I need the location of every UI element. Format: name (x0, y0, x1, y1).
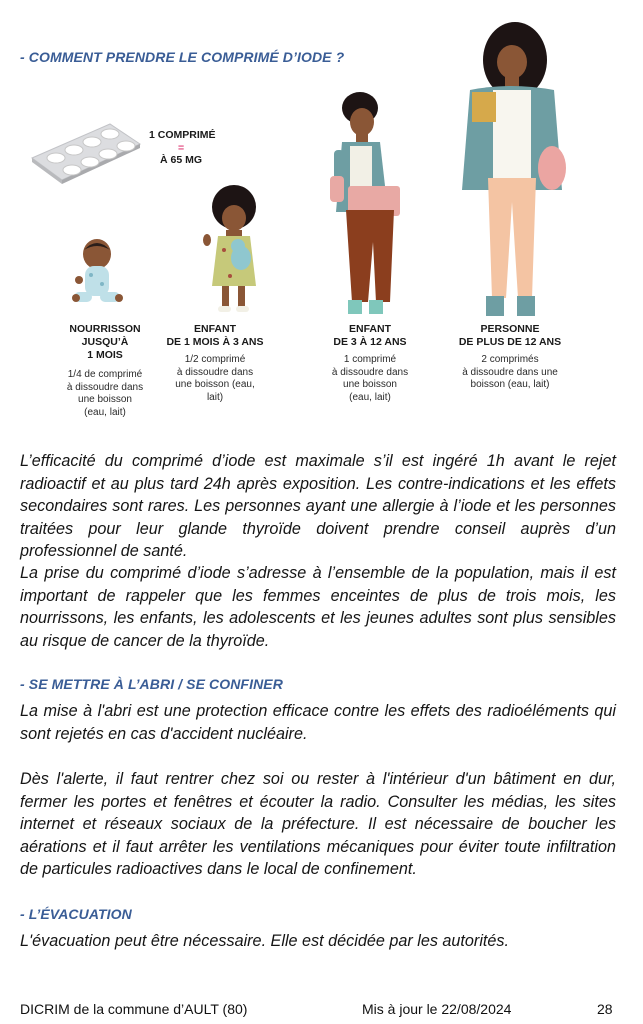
footer-page-number: 28 (597, 1001, 613, 1017)
group-desc-toddler: 1/2 comprimé à dissoudre dans une boisson (eau, lait) (175, 354, 255, 403)
tablet-blister-icon (32, 124, 140, 184)
paragraph-iodine-efficacy: L’efficacité du comprimé d’iode est maximale s’il est ingéré 1h avant le rejet radioactif et au plus tard 24h après exposition. Les contre-indications et les effets secondaires sont rares. Les personnes ayant une allergie à l’iode et les personnes traitées pour leur glande thyroïde doivent prendre conseil auprès d’un professionnel de santé. (20, 452, 616, 561)
baby-illustration (72, 239, 123, 302)
dose-equals-sign: = (178, 142, 185, 154)
dose-label-line3: À 65 MG (160, 154, 203, 166)
section-heading-shelter: - SE METTRE À L’ABRI / SE CONFINER (20, 676, 283, 692)
teen-adult-illustration (462, 22, 566, 316)
toddler-illustration (203, 185, 256, 312)
group-desc-infant: 1/4 de comprimé à dissoudre dans une boisson (eau, lait) (66, 369, 144, 418)
paragraph-shelter-intro: La mise à l'abri est une protection efficace contre les effets des radioéléments qui sont rejetés en cas d'accident nucléaire. (20, 702, 616, 743)
group-desc-adult: 2 comprimés à dissoudre dans une boisson (eau, lait) (462, 354, 558, 390)
group-title-infant: NOURRISSON JUSQU’À 1 MOIS (69, 323, 141, 361)
group-desc-child: 1 comprimé à dissoudre dans une boisson (eau, lait) (331, 354, 409, 403)
footer-update-date: Mis à jour le 22/08/2024 (362, 1001, 512, 1017)
group-title-child: ENFANT DE 3 À 12 ANS (333, 323, 407, 348)
child-illustration (330, 92, 400, 314)
paragraph-evacuation: L'évacuation peut être nécessaire. Elle est décidée par les autorités. (20, 932, 510, 950)
group-title-adult: PERSONNE DE PLUS DE 12 ANS (458, 323, 562, 348)
section-heading-evacuation: - L’ÉVACUATION (20, 906, 132, 922)
paragraph-shelter-instructions: Dès l'alerte, il faut rentrer chez soi ou rester à l'intérieur d'un bâtiment en dur, fermer les portes et fenêtres et écouter la radio. Consulter les médias, les sites internet et réseaux sociaux de la préfecture. Il est nécessaire de boucher les aérations et il faut arrêter les ventilations mécaniques pour éviter toute infiltration de particules radioactives dans le local de confinement. (20, 770, 616, 879)
group-title-toddler: ENFANT DE 1 MOIS À 3 ANS (166, 323, 264, 348)
section-heading-iodine: - COMMENT PRENDRE LE COMPRIMÉ D’IODE ? (20, 49, 345, 65)
footer-document-title: DICRIM de la commune d’AULT (80) (20, 1001, 248, 1017)
paragraph-iodine-population: La prise du comprimé d’iode s’adresse à l’ensemble de la population, mais il est important de rappeler que les femmes enceintes de plus de trois mois, les nourrissons, les enfants, les adolescents et les jeunes adultes sont plus sensibles au risque de cancer de la thyroïde. (20, 564, 616, 650)
dose-label-line1: 1 COMPRIMÉ (149, 129, 216, 141)
